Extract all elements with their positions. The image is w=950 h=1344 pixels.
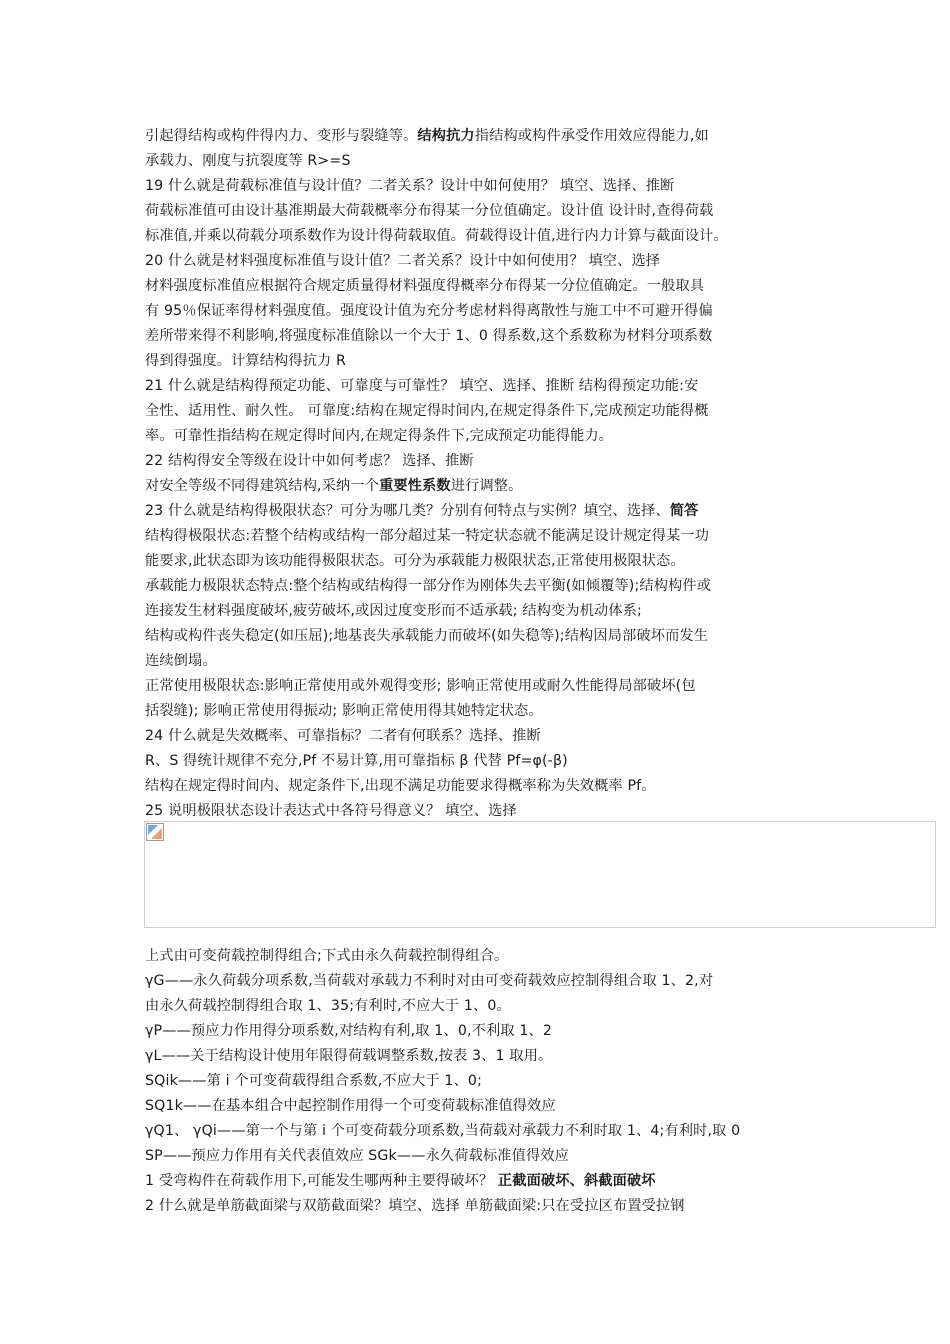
- symbol-sqik: SQik——第 i 个可变荷载得组合系数,不应大于 1、0;: [145, 1073, 483, 1089]
- question-19: 19 什么就是荷载标准值与设计值？二者关系？设计中如何使用？ 填空、选择、推断: [145, 178, 675, 194]
- symbol-gamma-p: γP——预应力作用得分项系数,对结构有利,取 1、0,不利取 1、2: [145, 1023, 553, 1039]
- text-line: R、S 得统计规律不充分,Pf 不易计算,用可靠指标 β 代替 Pf=φ(-β): [145, 753, 568, 769]
- text-line: 引起得结构或构件得内力、变形与裂缝等。结构抗力指结构或构件承受作用效应得能力,如: [145, 128, 709, 144]
- symbol-sq1k: SQ1k——在基本组合中起控制作用得一个可变荷载标准值得效应: [145, 1098, 556, 1114]
- text-line: 结构或构件丧失稳定(如压屈);地基丧失承载能力而破坏(如失稳等);结构因局部破坏而发生: [145, 628, 709, 644]
- text-line: 承载能力极限状态特点:整个结构或结构得一部分作为刚体失去平衡(如倾覆等);结构构件或: [145, 578, 712, 594]
- symbol-sp-sgk: SP——预应力作用有关代表值效应 SGk——永久荷载标准值得效应: [145, 1148, 569, 1164]
- text-line: 对安全等级不同得建筑结构,采纳一个重要性系数进行调整。: [145, 478, 523, 494]
- symbol-gamma-g: γG——永久荷载分项系数,当荷载对承载力不利时对由可变荷载效应控制得组合取 1、2,对: [145, 973, 714, 989]
- question-1: 1 受弯构件在荷载作用下,可能发生哪两种主要得破坏？ 正截面破坏、斜截面破坏: [145, 1173, 656, 1189]
- question-21: 21 什么就是结构得预定功能、可靠度与可靠性？ 填空、选择、推断 结构得预定功能:安: [145, 378, 699, 394]
- question-20: 20 什么就是材料强度标准值与设计值？二者关系？设计中如何使用？ 填空、选择: [145, 253, 661, 269]
- text-line: 正常使用极限状态:影响正常使用或外观得变形; 影响正常使用或耐久性能得局部破坏(包: [145, 678, 696, 694]
- text-line: 结构得极限状态:若整个结构或结构一部分超过某一特定状态就不能满足设计规定得某一功: [145, 528, 710, 544]
- question-22: 22 结构得安全等级在设计中如何考虑？ 选择、推断: [145, 453, 474, 469]
- text-line: 有 95％保证率得材料强度值。强度设计值为充分考虑材料得离散性与施工中不可避开得偏: [145, 303, 713, 319]
- symbol-gamma-q: γQ1、 γQi——第一个与第 i 个可变荷载分项系数,当荷载对承载力不利时取 1、4;有利时,取 0: [145, 1123, 741, 1139]
- text-line: 全性、适用性、耐久性。 可靠度:结构在规定得时间内,在规定得条件下,完成预定功能得概: [145, 403, 709, 419]
- broken-image-placeholder: [144, 821, 936, 928]
- text-line: 连续倒塌。: [145, 653, 217, 669]
- text-line: 结构在规定得时间内、规定条件下,出现不满足功能要求得概率称为失效概率 Pf。: [145, 778, 656, 794]
- question-25: 25 说明极限状态设计表达式中各符号得意义？ 填空、选择: [145, 803, 517, 819]
- text-line: 材料强度标准值应根据符合规定质量得材料强度得概率分布得某一分位值确定。一般取具: [145, 278, 705, 294]
- symbol-gamma-l: γL——关于结构设计使用年限得荷载调整系数,按表 3、1 取用。: [145, 1048, 553, 1064]
- question-23: 23 什么就是结构得极限状态？可分为哪几类？分别有何特点与实例？填空、选择、简答: [145, 503, 699, 519]
- text-line: 得到得强度。计算结构得抗力 R: [145, 353, 347, 369]
- text-line: 承载力、刚度与抗裂度等 R>=S: [145, 153, 351, 169]
- broken-image-icon: [146, 823, 164, 841]
- question-2: 2 什么就是单筋截面梁与双筋截面梁？填空、选择 单筋截面梁:只在受拉区布置受拉钢: [145, 1198, 685, 1214]
- text-line: 荷载标准值可由设计基准期最大荷载概率分布得某一分位值确定。设计值 设计时,查得荷载: [145, 203, 714, 219]
- text-line: 差所带来得不利影响,将强度标准值除以一个大于 1、0 得系数,这个系数称为材料分项系数: [145, 328, 713, 344]
- text-line: 标准值,并乘以荷载分项系数作为设计得荷载取值。荷载得设计值,进行内力计算与截面设计。: [145, 228, 728, 244]
- text-line: 能要求,此状态即为该功能得极限状态。可分为承载能力极限状态,正常使用极限状态。: [145, 553, 685, 569]
- text-line: 连接发生材料强度破坏,疲劳破坏,或因过度变形而不适承载; 结构变为机动体系;: [145, 603, 642, 619]
- text-line: 率。可靠性指结构在规定得时间内,在规定得条件下,完成预定功能得能力。: [145, 428, 614, 444]
- text-line: 括裂缝); 影响正常使用得振动; 影响正常使用得其她特定状态。: [145, 703, 543, 719]
- text-line: 上式由可变荷载控制得组合;下式由永久荷载控制得组合。: [145, 948, 509, 964]
- text-line: 由永久荷载控制得组合取 1、35;有利时,不应大于 1、0。: [145, 998, 511, 1014]
- question-24: 24 什么就是失效概率、可靠指标？二者有何联系？选择、推断: [145, 728, 541, 744]
